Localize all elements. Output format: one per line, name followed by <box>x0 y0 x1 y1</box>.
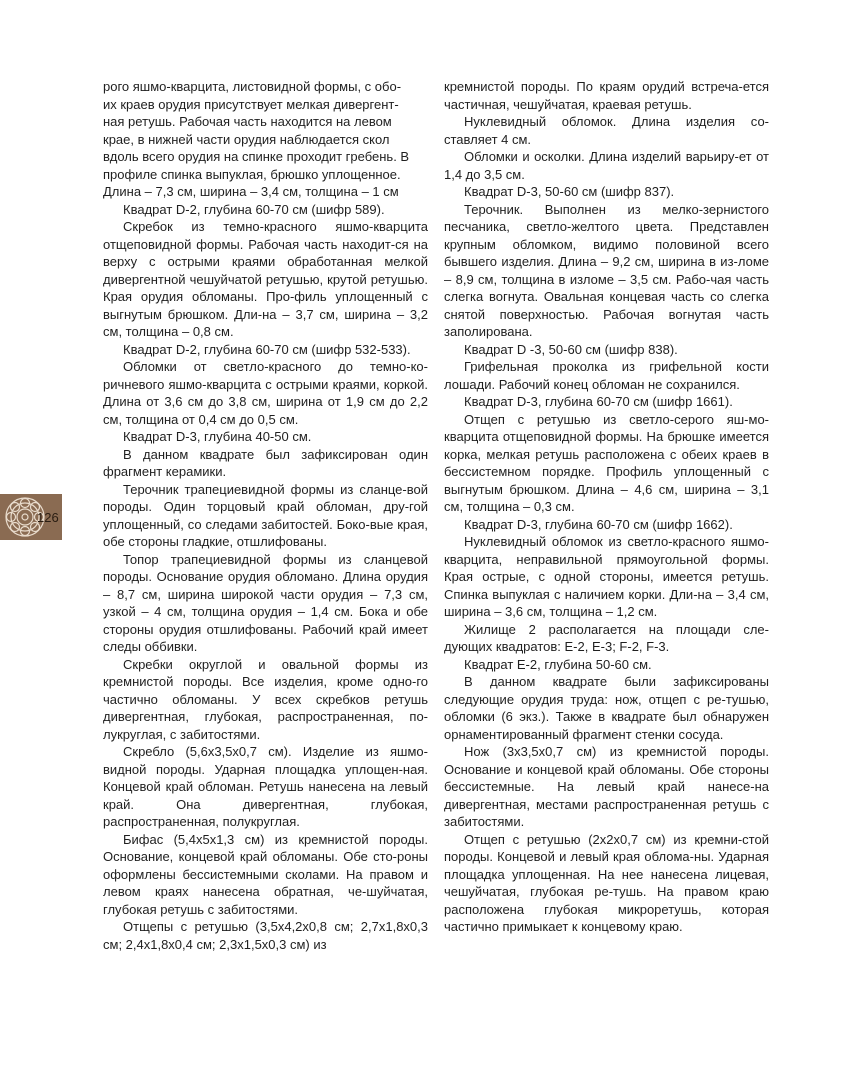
paragraph: В данном квадрате был зафиксирован один фрагмент керамики. <box>103 446 428 479</box>
paragraph: рого яшмо-кварцита, листовидной формы, с обо- их краев орудия присутствует мелкая дивергент- ная ретушь. Рабочая часть находится на левом крае, в нижней части орудия наблюдается скол вдоль всего орудия на спинке проходит гребень. В профиле спинка выпуклая, брюшко уплощенное. Длина – 7,3 см, ширина – 3,4 см, толщина – 1 см <box>103 79 410 199</box>
paragraph: Терочник трапециевидной формы из сланце-вой породы. Один торцовый край обломан, дру-гой уплощенный, со следами забитостей. Боко-вые края, обе стороны гладкие, отшлифованы. <box>103 481 428 549</box>
paragraph: Скребло (5,6х3,5х0,7 см). Изделие из яшмо-видной породы. Ударная площадка уплощен-ная. Концевой край обломан. Ретушь нанесена на левый край. Она дивергентная, глубокая, распространенная, полукруглая. <box>103 744 428 829</box>
paragraph: кремнистой породы. По краям орудий встреча-ется частичная, чешуйчатая, краевая ретушь. <box>444 79 769 112</box>
paragraph: Скребки округлой и овальной формы из кремнистой породы. Все изделия, кроме одно-го частично обломаны. У всех скребков ретушь дивергентная, глубокая, распространенная, по-лукруглая, с забитостями. <box>103 656 428 742</box>
paragraph: Топор трапециевидной формы из сланцевой породы. Основание орудия обломано. Длина орудия – 8,7 см, ширина широкой части орудия – 7,3 см, узкой – 4 см, толщина орудия – 1,4 см. Бока и обе стороны орудия отшлифованы. Рабочий край имеет следы оббивки. <box>103 551 428 654</box>
paragraph: В данном квадрате были зафиксированы следующие орудия труда: нож, отщеп с ре-тушью, обломки (6 экз.). Также в квадрате был обнаружен орнаментированный фрагмент стенки сосуда. <box>444 674 769 742</box>
page-number-tab <box>0 494 62 540</box>
paragraph: Квадрат Е-2, глубина 50-60 см. <box>464 656 652 672</box>
paragraph: Квадрат D-3, глубина 40-50 см. <box>123 429 312 444</box>
paragraph: Обломки и осколки. Длина изделий варьиру-ет от 1,4 до 3,5 см. <box>444 149 769 182</box>
right-text-column <box>444 78 769 936</box>
paragraph: Отщеп с ретушью (2х2х0,7 см) из кремни-стой породы. Концевой и левый края облома-ны. Ударная площадка уплощенная. На нее нанесена лицевая, чешуйчатая, глубокая ре-тушь. На правом краю расположена глубокая микроретушь, которая частично примыкает к концевому краю. <box>444 831 769 934</box>
left-text-column <box>103 78 428 953</box>
paragraph: Квадрат D-3, глубина 60-70 см (шифр 1661). <box>464 394 733 409</box>
paragraph: Нуклевидный обломок из светло-красного яшмо-кварцита, неправильной прямоугольной формы. Края острые, с одной стороны, имеется ретушь. Спинка выпуклая с наличием корки. Дли-на – 3,4 см, ширина – 3,6 см, толщина – 1,2 см. <box>444 534 769 619</box>
paragraph: Обломки от светло-красного до темно-ко-ричневого яшмо-кварцита с острыми краями, коркой. Длина от 3,6 см до 3,8 см, ширина от 1,9 см до 2,2 см, толщина от 0,4 см до 0,5 см. <box>103 359 428 427</box>
paragraph: Жилище 2 располагается на площади сле-дующих квадратов: Е-2, Е-3; F-2, F-3. <box>444 621 769 654</box>
paragraph: Квадрат D-2, глубина 60-70 см (шифр 532-533). <box>123 341 411 357</box>
paragraph: Отщеп с ретушью из светло-серого яш-мо-кварцита отщеповидной формы. На брюшке имеется корка, мелкая ретушь расположена с обеих краев в бессистемном порядке. Профиль уплощенный с выгнутым брюшком. Длина – 4,6 см, ширина – 3,1 см, толщина – 0,3 см. <box>444 411 769 514</box>
page-number: 126 <box>37 510 59 525</box>
paragraph: Скребок из темно-красного яшмо-кварцита отщеповидной формы. Рабочая часть находит-ся на верху с острыми краями обработанная мелкой дивергентной чешуйчатой ретушью, крутой ретушью. Края орудия обломаны. Про-филь уплощенный с выгнутым брюшком. Дли-на – 3,7 см, ширина – 3,2 см, толщина – 0,8 см. <box>103 219 428 339</box>
paragraph: Квадрат D-3, глубина 60-70 см (шифр 1662). <box>464 516 733 532</box>
paragraph: Отщепы с ретушью (3,5х4,2х0,8 см; 2,7х1,8х0,3 см; 2,4х1,8х0,4 см; 2,3х1,5х0,3 см) из <box>103 919 428 952</box>
paragraph: Бифас (5,4х5х1,3 см) из кремнистой породы. Основание, концевой край обломаны. Обе сто-роны оформлены бессистемными сколами. На правом и левом краях нанесена обратная, че-шуйчатая, глубокая ретушь с забитостями. <box>103 831 428 917</box>
paragraph: Нож (3х3,5х0,7 см) из кремнистой породы. Основание и концевой край обломаны. Обе стороны бессистемные. На левый край нанесе-на дивергентная, местами распространенная ретушь с забитостями. <box>444 744 769 829</box>
paragraph: Терочник. Выполнен из мелко-зернистого песчаника, светло-желтого цвета. Представлен крупным обломком, видимо половиной всего бывшего изделия. Длина – 9,2 см, ширина в из-ломе – 8,9 см, толщина в изломе – 3,5 см. Рабо-чая часть слегка вогнута. Овальная концевая часть со слегка снятой поверхностью. Рабочая вогнутая часть заполирована. <box>444 201 769 339</box>
paragraph: Нуклевидный обломок. Длина изделия со-ставляет 4 см. <box>444 114 769 147</box>
paragraph: Квадрат D -3, 50-60 см (шифр 838). <box>464 341 678 357</box>
paragraph: Грифельная проколка из грифельной кости лошади. Рабочий конец обломан не сохранился. <box>444 359 769 392</box>
paragraph: Квадрат D-2, глубина 60-70 см (шифр 589). <box>123 201 385 217</box>
paragraph: Квадрат D-3, 50-60 см (шифр 837). <box>464 184 675 199</box>
